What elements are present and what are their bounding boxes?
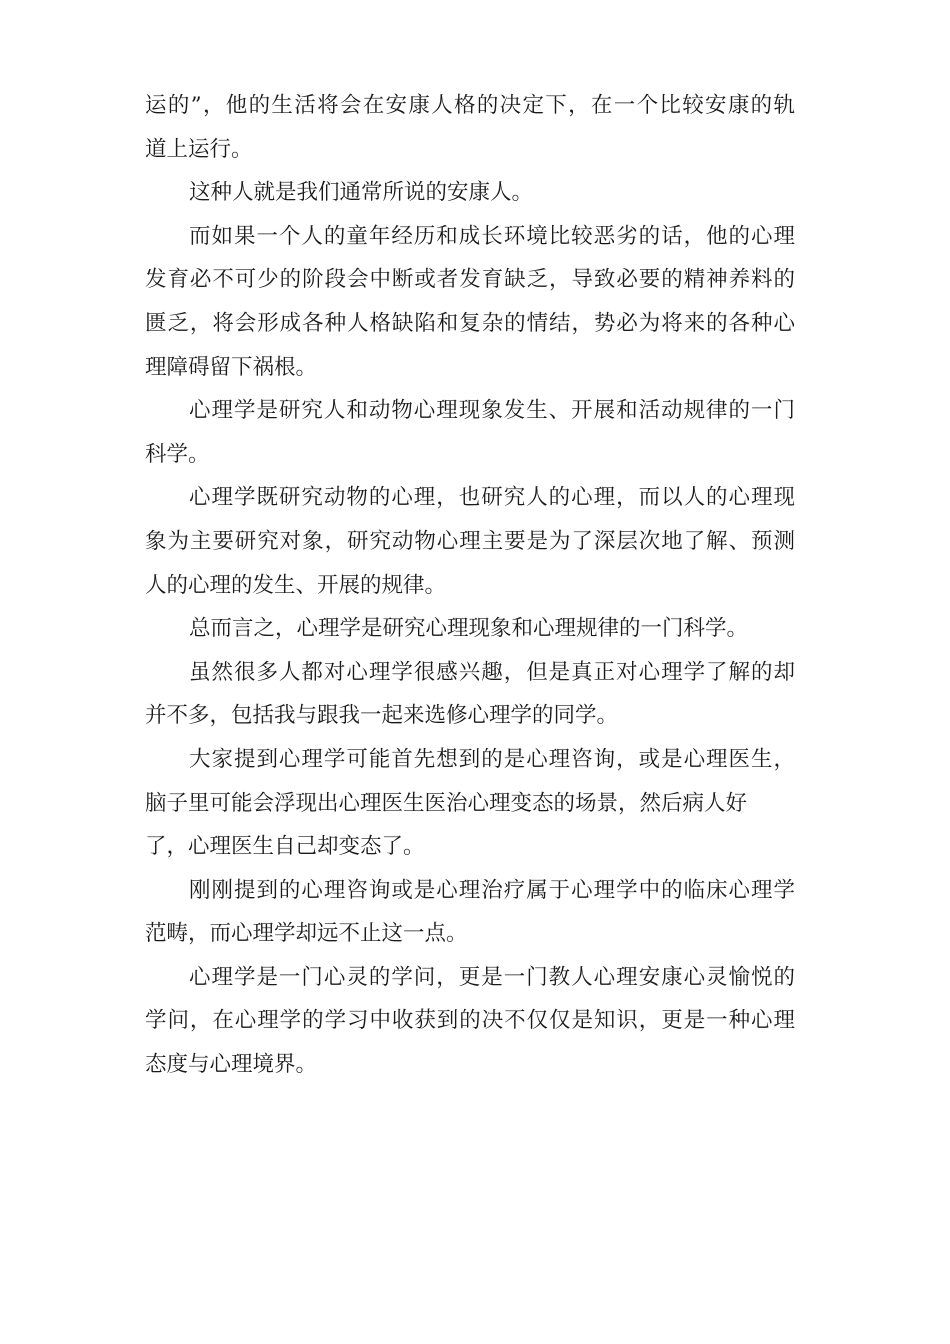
text-line: 道上运行。 (145, 136, 253, 162)
text-line: 范畴，而心理学却远不止这一点。 (145, 921, 468, 947)
text-line: 匮乏，将会形成各种人格缺陷和复杂的情结，势必为将来的各种心 (145, 310, 795, 336)
text-line: 刚刚提到的心理咨询或是心理治疗属于心理学中的临床心理学 (189, 877, 795, 903)
text-line: 运的”，他的生活将会在安康人格的决定下，在一个比较安康的轨 (145, 93, 795, 118)
text-line: 心理学是一门心灵的学问，更是一门教人心理安康心灵愉悦的 (189, 964, 795, 990)
text-line: 科学。 (145, 441, 210, 467)
text-line: 态度与心理境界。 (145, 1052, 318, 1078)
text-line: 而如果一个人的童年经历和成长环境比较恶劣的话，他的心理 (189, 223, 795, 249)
text-line: 象为主要研究对象，研究动物心理主要是为了深层次地了解、预测 (145, 528, 795, 554)
text-line: 学问，在心理学的学习中收获到的决不仅仅是知识，更是一种心理 (145, 1008, 795, 1034)
text-line: 大家提到心理学可能首先想到的是心理咨询，或是心理医生， (189, 746, 795, 772)
text-line: 了，心理医生自己却变态了。 (145, 834, 425, 860)
text-line: 理障碍留下祸根。 (145, 354, 318, 380)
document-page (145, 84, 795, 1087)
text-line: 心理学既研究动物的心理，也研究人的心理，而以人的心理现 (189, 485, 795, 511)
text-line: 心理学是研究人和动物心理现象发生、开展和活动规律的一门 (189, 398, 795, 424)
text-line: 并不多，包括我与跟我一起来选修心理学的同学。 (145, 703, 619, 729)
text-line: 发育必不可少的阶段会中断或者发育缺乏，导致必要的精神养料的 (145, 267, 795, 293)
text-line: 虽然很多人都对心理学很感兴趣，但是真正对心理学了解的却 (189, 659, 795, 685)
text-line: 人的心理的发生、开展的规律。 (145, 572, 447, 598)
text-line: 总而言之，心理学是研究心理现象和心理规律的一门科学。 (189, 616, 749, 642)
text-line: 脑子里可能会浮现出心理医生医治心理变态的场景，然后病人好 (145, 790, 748, 816)
text-line: 这种人就是我们通常所说的安康人。 (189, 180, 534, 206)
